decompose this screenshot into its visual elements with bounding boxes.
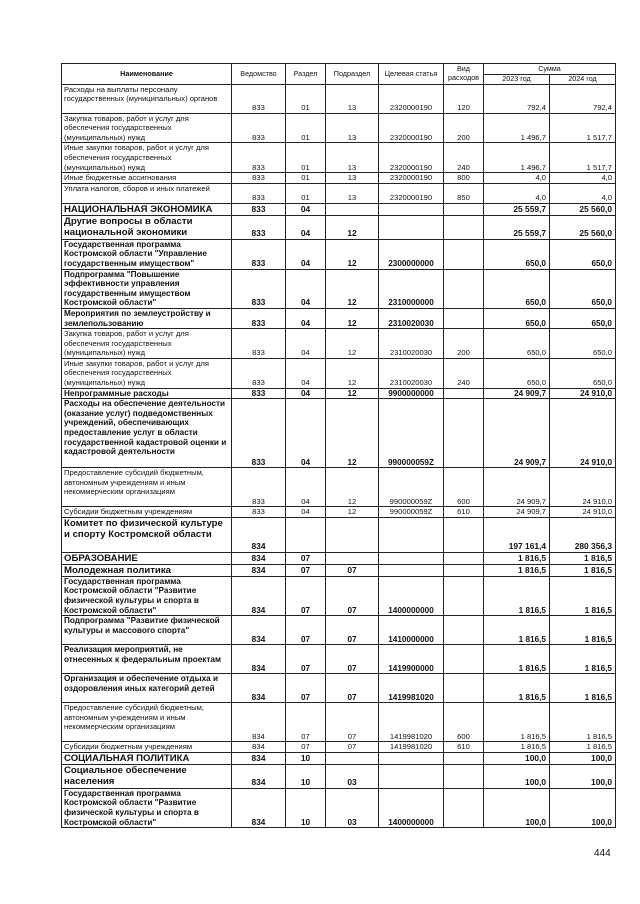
cell-podrazdel: 07 xyxy=(326,742,379,753)
cell-vedomstvo: 834 xyxy=(232,752,286,764)
cell-vid xyxy=(444,645,484,674)
table-row xyxy=(62,173,616,184)
cell-podrazdel: 13 xyxy=(326,84,379,113)
cell-razdel: 07 xyxy=(286,742,326,753)
cell-vedomstvo: 834 xyxy=(232,788,286,827)
cell-celevaya xyxy=(379,203,444,215)
cell-2023: 24 909,7 xyxy=(484,399,550,468)
cell-vedomstvo: 833 xyxy=(232,239,286,269)
cell-vid xyxy=(444,616,484,645)
cell-2023: 1 816,5 xyxy=(484,576,550,615)
cell-vid xyxy=(444,399,484,468)
cell-celevaya: 2320000190 xyxy=(379,84,444,113)
cell-2023: 24 909,7 xyxy=(484,507,550,518)
cell-name: Мероприятия по землеустройству и землепользованию xyxy=(62,308,232,328)
cell-2024: 100,0 xyxy=(550,752,616,764)
cell-podrazdel: 12 xyxy=(326,308,379,328)
cell-vedomstvo: 833 xyxy=(232,399,286,468)
cell-2023: 1 816,5 xyxy=(484,552,550,564)
cell-2024: 100,0 xyxy=(550,764,616,788)
cell-vid xyxy=(444,388,484,399)
cell-name: Субсидии бюджетным учреждениям xyxy=(62,742,232,753)
cell-name: Иные закупки товаров, работ и услуг для обеспечения государственных (муниципальных) нужд xyxy=(62,143,232,173)
cell-podrazdel: 13 xyxy=(326,183,379,203)
cell-vid xyxy=(444,269,484,308)
cell-vedomstvo: 834 xyxy=(232,703,286,742)
cell-celevaya: 2320000190 xyxy=(379,113,444,143)
cell-vedomstvo: 833 xyxy=(232,183,286,203)
cell-celevaya: 2320000190 xyxy=(379,173,444,184)
cell-vid xyxy=(444,517,484,552)
cell-vid xyxy=(444,752,484,764)
cell-2024: 792,4 xyxy=(550,84,616,113)
cell-celevaya: 1419981020 xyxy=(379,742,444,753)
cell-2023: 1 496,7 xyxy=(484,143,550,173)
cell-vid xyxy=(444,564,484,576)
cell-2023: 650,0 xyxy=(484,358,550,388)
cell-vid xyxy=(444,203,484,215)
table-row xyxy=(62,645,616,674)
cell-vedomstvo: 833 xyxy=(232,507,286,518)
cell-vedomstvo: 833 xyxy=(232,143,286,173)
cell-2023: 650,0 xyxy=(484,269,550,308)
cell-celevaya: 2310000000 xyxy=(379,269,444,308)
cell-2024: 100,0 xyxy=(550,788,616,827)
cell-2024: 4,0 xyxy=(550,173,616,184)
cell-podrazdel: 13 xyxy=(326,143,379,173)
cell-2024: 25 560,0 xyxy=(550,215,616,239)
cell-vedomstvo: 834 xyxy=(232,674,286,703)
table-row xyxy=(62,576,616,615)
cell-2024: 1 517,7 xyxy=(550,143,616,173)
cell-vedomstvo: 833 xyxy=(232,468,286,507)
cell-vid xyxy=(444,239,484,269)
table-row xyxy=(62,143,616,173)
cell-razdel: 01 xyxy=(286,143,326,173)
cell-2024: 1 816,5 xyxy=(550,564,616,576)
cell-2024: 650,0 xyxy=(550,269,616,308)
cell-celevaya xyxy=(379,552,444,564)
table-row xyxy=(62,308,616,328)
cell-vid: 200 xyxy=(444,113,484,143)
cell-podrazdel: 12 xyxy=(326,399,379,468)
cell-podrazdel xyxy=(326,517,379,552)
cell-razdel: 07 xyxy=(286,703,326,742)
table-row xyxy=(62,752,616,764)
cell-razdel: 04 xyxy=(286,358,326,388)
table-row xyxy=(62,399,616,468)
cell-name: Государственная программа Костромской области "Развитие физической культуры и спорта в Костромской области" xyxy=(62,788,232,827)
cell-2023: 1 816,5 xyxy=(484,742,550,753)
cell-vedomstvo: 834 xyxy=(232,552,286,564)
cell-2023: 1 496,7 xyxy=(484,113,550,143)
cell-2023: 25 559,7 xyxy=(484,203,550,215)
cell-2023: 650,0 xyxy=(484,329,550,359)
cell-razdel: 04 xyxy=(286,468,326,507)
cell-vedomstvo: 833 xyxy=(232,269,286,308)
cell-celevaya xyxy=(379,764,444,788)
col-header-2024: 2024 год xyxy=(550,75,616,85)
cell-razdel: 04 xyxy=(286,329,326,359)
cell-celevaya xyxy=(379,752,444,764)
table-row xyxy=(62,764,616,788)
cell-razdel: 04 xyxy=(286,215,326,239)
cell-celevaya: 2320000190 xyxy=(379,143,444,173)
cell-2024: 25 560,0 xyxy=(550,203,616,215)
cell-2023: 792,4 xyxy=(484,84,550,113)
cell-razdel: 04 xyxy=(286,507,326,518)
col-header-vedomstvo: Ведомство xyxy=(232,64,286,85)
cell-2024: 4,0 xyxy=(550,183,616,203)
cell-razdel: 04 xyxy=(286,399,326,468)
cell-2023: 25 559,7 xyxy=(484,215,550,239)
cell-celevaya: 1419981020 xyxy=(379,703,444,742)
cell-vedomstvo: 833 xyxy=(232,113,286,143)
cell-2024: 1 816,5 xyxy=(550,742,616,753)
cell-name: Уплата налогов, сборов и иных платежей xyxy=(62,183,232,203)
cell-vid xyxy=(444,674,484,703)
cell-2024: 1 816,5 xyxy=(550,674,616,703)
cell-name: СОЦИАЛЬНАЯ ПОЛИТИКА xyxy=(62,752,232,764)
cell-vid: 200 xyxy=(444,329,484,359)
cell-name: Государственная программа Костромской области "Управление государственным имуществом" xyxy=(62,239,232,269)
table-row xyxy=(62,564,616,576)
cell-podrazdel: 07 xyxy=(326,703,379,742)
cell-podrazdel: 12 xyxy=(326,269,379,308)
cell-podrazdel: 07 xyxy=(326,645,379,674)
table-row xyxy=(62,517,616,552)
cell-name: Другие вопросы в области национальной экономики xyxy=(62,215,232,239)
cell-celevaya: 2320000190 xyxy=(379,183,444,203)
cell-name: Государственная программа Костромской области "Развитие физической культуры и спорта в Костромской области" xyxy=(62,576,232,615)
cell-2024: 24 910,0 xyxy=(550,388,616,399)
cell-2024: 1 816,5 xyxy=(550,552,616,564)
cell-celevaya: 990000059Z xyxy=(379,399,444,468)
cell-2024: 650,0 xyxy=(550,239,616,269)
cell-2024: 24 910,0 xyxy=(550,399,616,468)
cell-podrazdel: 12 xyxy=(326,239,379,269)
cell-razdel: 07 xyxy=(286,645,326,674)
cell-razdel: 01 xyxy=(286,173,326,184)
col-header-2023: 2023 год xyxy=(484,75,550,85)
table-row xyxy=(62,388,616,399)
cell-vid xyxy=(444,764,484,788)
cell-podrazdel: 07 xyxy=(326,674,379,703)
cell-razdel: 04 xyxy=(286,388,326,399)
page-number: 444 xyxy=(594,848,611,859)
cell-vedomstvo: 834 xyxy=(232,564,286,576)
cell-vid xyxy=(444,552,484,564)
cell-2024: 650,0 xyxy=(550,308,616,328)
col-header-name: Наименование xyxy=(62,64,232,85)
cell-vedomstvo: 833 xyxy=(232,308,286,328)
cell-vid: 850 xyxy=(444,183,484,203)
cell-podrazdel: 07 xyxy=(326,576,379,615)
cell-celevaya: 990000059Z xyxy=(379,468,444,507)
cell-2023: 1 816,5 xyxy=(484,674,550,703)
cell-razdel: 07 xyxy=(286,564,326,576)
cell-vedomstvo: 833 xyxy=(232,358,286,388)
cell-podrazdel: 12 xyxy=(326,215,379,239)
cell-name: Расходы на выплаты персоналу государственных (муниципальных) органов xyxy=(62,84,232,113)
cell-podrazdel: 13 xyxy=(326,173,379,184)
cell-vedomstvo: 834 xyxy=(232,616,286,645)
cell-2024: 24 910,0 xyxy=(550,468,616,507)
cell-2023: 1 816,5 xyxy=(484,616,550,645)
cell-2023: 4,0 xyxy=(484,183,550,203)
cell-podrazdel: 12 xyxy=(326,358,379,388)
cell-podrazdel: 12 xyxy=(326,329,379,359)
table-row xyxy=(62,215,616,239)
cell-2024: 1 816,5 xyxy=(550,576,616,615)
cell-razdel: 04 xyxy=(286,308,326,328)
cell-razdel: 04 xyxy=(286,203,326,215)
cell-vid: 240 xyxy=(444,358,484,388)
cell-2024: 650,0 xyxy=(550,358,616,388)
cell-razdel: 07 xyxy=(286,552,326,564)
cell-2023: 197 161,4 xyxy=(484,517,550,552)
table-row xyxy=(62,788,616,827)
cell-podrazdel: 07 xyxy=(326,616,379,645)
cell-celevaya: 2310020030 xyxy=(379,308,444,328)
cell-name: Иные закупки товаров, работ и услуг для обеспечения государственных (муниципальных) нужд xyxy=(62,358,232,388)
cell-vedomstvo: 834 xyxy=(232,576,286,615)
cell-name: Подпрограмма "Развитие физической культуры и массового спорта" xyxy=(62,616,232,645)
cell-2024: 650,0 xyxy=(550,329,616,359)
cell-podrazdel xyxy=(326,552,379,564)
cell-razdel: 07 xyxy=(286,616,326,645)
table-row xyxy=(62,742,616,753)
cell-name: ОБРАЗОВАНИЕ xyxy=(62,552,232,564)
cell-vedomstvo: 833 xyxy=(232,215,286,239)
cell-2023: 100,0 xyxy=(484,788,550,827)
cell-podrazdel: 12 xyxy=(326,507,379,518)
cell-name: Расходы на обеспечение деятельности (оказание услуг) подведомственных учреждений, обеспечивающих предоставление услуг в области государственной кадастровой оценки и кадастровой деятельности xyxy=(62,399,232,468)
cell-celevaya xyxy=(379,215,444,239)
cell-celevaya: 1400000000 xyxy=(379,788,444,827)
cell-vedomstvo: 834 xyxy=(232,645,286,674)
cell-name: Комитет по физической культуре и спорту Костромской области xyxy=(62,517,232,552)
cell-vid: 600 xyxy=(444,703,484,742)
cell-vid: 120 xyxy=(444,84,484,113)
cell-podrazdel: 12 xyxy=(326,468,379,507)
cell-celevaya xyxy=(379,564,444,576)
table-row xyxy=(62,113,616,143)
cell-vid xyxy=(444,308,484,328)
cell-name: Молодежная политика xyxy=(62,564,232,576)
cell-name: Субсидии бюджетным учреждениям xyxy=(62,507,232,518)
table-row xyxy=(62,329,616,359)
cell-vedomstvo: 833 xyxy=(232,84,286,113)
cell-razdel xyxy=(286,517,326,552)
cell-vid xyxy=(444,576,484,615)
table-row xyxy=(62,84,616,113)
cell-name: НАЦИОНАЛЬНАЯ ЭКОНОМИКА xyxy=(62,203,232,215)
cell-vedomstvo: 833 xyxy=(232,329,286,359)
table-row xyxy=(62,616,616,645)
cell-razdel: 10 xyxy=(286,764,326,788)
cell-2023: 4,0 xyxy=(484,173,550,184)
table-row xyxy=(62,203,616,215)
budget-table xyxy=(61,63,616,828)
cell-2024: 280 356,3 xyxy=(550,517,616,552)
cell-razdel: 01 xyxy=(286,183,326,203)
cell-name: Реализация мероприятий, не отнесенных к федеральным проектам xyxy=(62,645,232,674)
cell-name: Организация и обеспечение отдыха и оздоровления иных категорий детей xyxy=(62,674,232,703)
table-row xyxy=(62,552,616,564)
cell-2023: 24 909,7 xyxy=(484,468,550,507)
table-row xyxy=(62,468,616,507)
cell-2023: 100,0 xyxy=(484,764,550,788)
table-row xyxy=(62,703,616,742)
cell-podrazdel: 03 xyxy=(326,764,379,788)
table-row xyxy=(62,358,616,388)
table-row xyxy=(62,507,616,518)
cell-2023: 100,0 xyxy=(484,752,550,764)
header-row-top xyxy=(62,64,616,75)
cell-podrazdel: 03 xyxy=(326,788,379,827)
cell-podrazdel: 12 xyxy=(326,388,379,399)
cell-name: Предоставление субсидий бюджетным, автономным учреждениям и иным некоммерческим организациям xyxy=(62,468,232,507)
cell-2023: 1 816,5 xyxy=(484,564,550,576)
cell-2023: 650,0 xyxy=(484,239,550,269)
cell-vedomstvo: 833 xyxy=(232,203,286,215)
cell-razdel: 10 xyxy=(286,752,326,764)
cell-name: Подпрограмма "Повышение эффективности управления государственным имуществом Костромской области" xyxy=(62,269,232,308)
cell-celevaya: 1419981020 xyxy=(379,674,444,703)
cell-2024: 1 816,5 xyxy=(550,616,616,645)
cell-celevaya xyxy=(379,517,444,552)
col-header-vid: Вид расходов xyxy=(444,64,484,85)
cell-name: Закупка товаров, работ и услуг для обеспечения государственных (муниципальных) нужд xyxy=(62,329,232,359)
cell-vedomstvo: 834 xyxy=(232,764,286,788)
cell-vid: 610 xyxy=(444,507,484,518)
cell-razdel: 07 xyxy=(286,674,326,703)
cell-celevaya: 1410000000 xyxy=(379,616,444,645)
cell-name: Непрограммные расходы xyxy=(62,388,232,399)
cell-vid: 610 xyxy=(444,742,484,753)
cell-razdel: 04 xyxy=(286,269,326,308)
cell-celevaya: 9900000000 xyxy=(379,388,444,399)
cell-vedomstvo: 834 xyxy=(232,742,286,753)
cell-razdel: 10 xyxy=(286,788,326,827)
cell-2024: 1 517,7 xyxy=(550,113,616,143)
cell-celevaya: 1419900000 xyxy=(379,645,444,674)
cell-celevaya: 1400000000 xyxy=(379,576,444,615)
cell-2024: 1 816,5 xyxy=(550,645,616,674)
col-header-summa: Сумма xyxy=(484,64,616,75)
table-row xyxy=(62,269,616,308)
cell-vid xyxy=(444,788,484,827)
cell-podrazdel xyxy=(326,752,379,764)
table-row xyxy=(62,674,616,703)
col-header-razdel: Раздел xyxy=(286,64,326,85)
cell-vedomstvo: 834 xyxy=(232,517,286,552)
cell-name: Предоставление субсидий бюджетным, автономным учреждениям и иным некоммерческим организациям xyxy=(62,703,232,742)
col-header-podrazdel: Подраздел xyxy=(326,64,379,85)
cell-celevaya: 2310020030 xyxy=(379,329,444,359)
cell-name: Иные бюджетные ассигнования xyxy=(62,173,232,184)
cell-podrazdel: 13 xyxy=(326,113,379,143)
table-row xyxy=(62,239,616,269)
cell-razdel: 07 xyxy=(286,576,326,615)
cell-razdel: 04 xyxy=(286,239,326,269)
cell-vedomstvo: 833 xyxy=(232,173,286,184)
cell-vid: 240 xyxy=(444,143,484,173)
table-body xyxy=(62,84,616,828)
cell-2024: 1 816,5 xyxy=(550,703,616,742)
cell-razdel: 01 xyxy=(286,84,326,113)
cell-razdel: 01 xyxy=(286,113,326,143)
col-header-celevaya: Целевая статья xyxy=(379,64,444,85)
cell-podrazdel xyxy=(326,203,379,215)
budget-table-container xyxy=(61,63,615,828)
cell-celevaya: 2300000000 xyxy=(379,239,444,269)
cell-celevaya: 990000059Z xyxy=(379,507,444,518)
cell-2023: 650,0 xyxy=(484,308,550,328)
cell-vid xyxy=(444,215,484,239)
cell-podrazdel: 07 xyxy=(326,564,379,576)
cell-vid: 800 xyxy=(444,173,484,184)
cell-2024: 24 910,0 xyxy=(550,507,616,518)
cell-2023: 1 816,5 xyxy=(484,645,550,674)
cell-celevaya: 2310020030 xyxy=(379,358,444,388)
table-row xyxy=(62,183,616,203)
cell-2023: 1 816,5 xyxy=(484,703,550,742)
cell-vedomstvo: 833 xyxy=(232,388,286,399)
cell-2023: 24 909,7 xyxy=(484,388,550,399)
cell-name: Социальное обеспечение населения xyxy=(62,764,232,788)
cell-vid: 600 xyxy=(444,468,484,507)
cell-name: Закупка товаров, работ и услуг для обеспечения государственных (муниципальных) нужд xyxy=(62,113,232,143)
